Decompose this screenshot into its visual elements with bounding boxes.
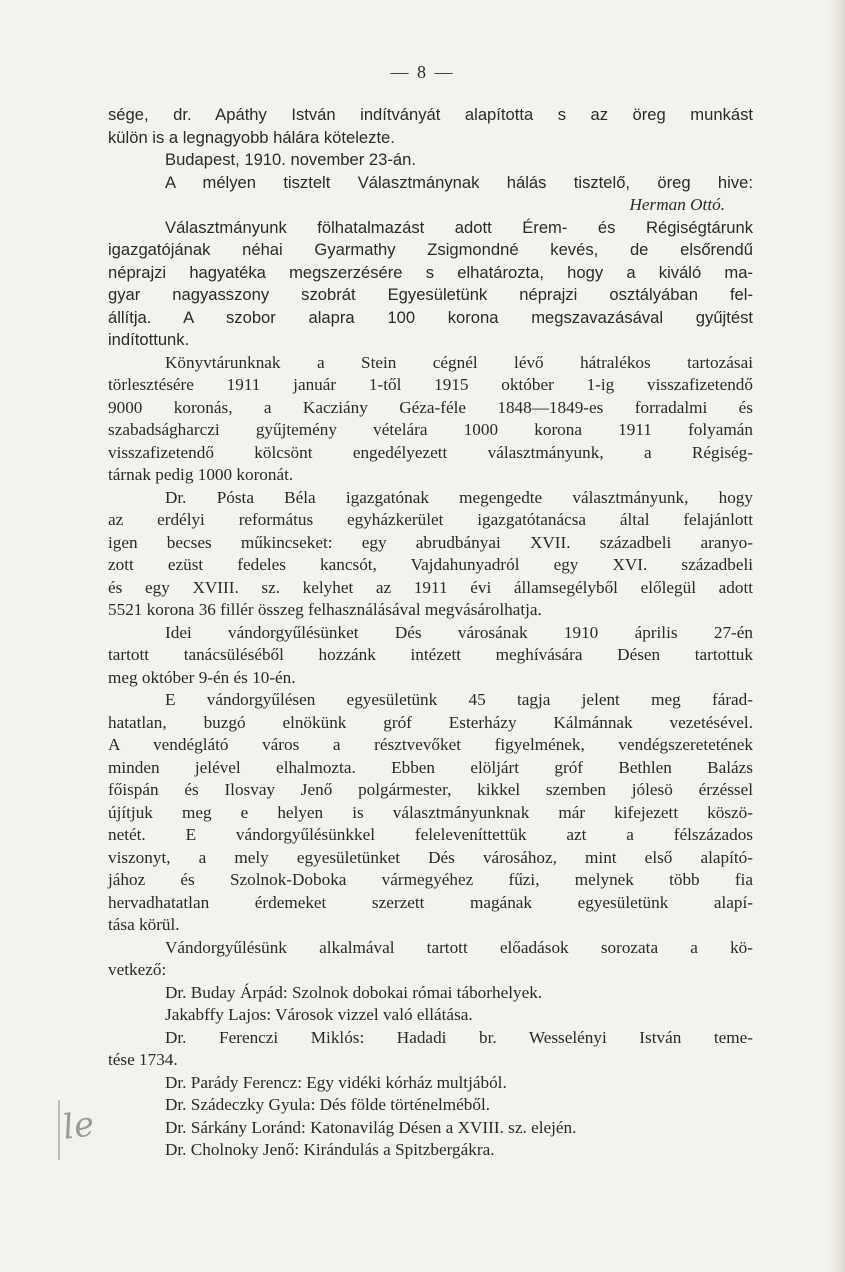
lecture-item: Dr. Sárkány Loránd: Katonavilág Désen a XVIII. sz. elején. (165, 1117, 577, 1137)
text-line: sége, dr. Apáthy István indítványát alapította s az öreg munkást (108, 105, 753, 124)
text-line: Dr. Pósta Béla igazgatónak megengedte választmányunk, hogy (165, 487, 753, 507)
text-line: és egy XVIII. sz. kelyhet az 1911 évi államsegélyből előlegül adott (108, 577, 753, 597)
text-line: A vendéglátó város a résztvevőket figyelmének, vendégszeretetének (108, 735, 753, 754)
lecture-item: Dr. Ferenczi Miklós: Hadadi br. Wesselényi István teme- (165, 1027, 753, 1047)
body-text (108, 104, 753, 1162)
text-line: 9000 koronás, a Kacziány Géza-féle 1848—1849-es forradalmi és (108, 397, 753, 417)
text-line: 5521 korona 36 fillér összeg felhasználásával megvásárolhatja. (108, 600, 542, 619)
text-line: törlesztésére 1911 január 1-től 1915 október 1-ig visszafizetendő (108, 375, 753, 394)
text-line: Vándorgyűlésünk alkalmával tartott előadások sorozata a kö- (165, 937, 753, 957)
lecture-item: Dr. Parády Ferencz: Egy vidéki kórház multjából. (165, 1072, 507, 1092)
text-line: néprajzi hagyatéka megszerzésére s elhatározta, hogy a kiváló ma- (108, 262, 753, 282)
signature-line: Herman Ottó. (629, 195, 725, 214)
text-line: tartott tanácsüléséből hozzánk intézett meghívására Désen tartottuk (108, 645, 753, 664)
text-line: szabadságharczi gyűjtemény vételára 1000 korona 1911 folyamán (108, 420, 753, 439)
text-line: zott ezüst fedeles kancsót, Vajdahunyadról egy XVI. századbeli (108, 555, 753, 574)
text-line: meg október 9-én és 10-én. (108, 667, 296, 687)
text-line: Választmányunk fölhatalmazást adott Érem- és Régiségtárunk (165, 217, 753, 237)
text-line: gyar nagyasszony szobrát Egyesületünk néprajzi osztályában fel- (108, 285, 753, 304)
text-line: igen becses műkincseket: egy abrudbányai XVII. századbeli aranyo- (108, 532, 753, 552)
text-line: hervadhatatlan érdemeket szerzett magának egyesületünk alapí- (108, 892, 753, 912)
text-line: visszafizetendő kölcsönt engedélyezett választmányunk, a Régiség- (108, 442, 753, 462)
text-line: igazgatójának néhai Gyarmathy Zsigmondné kevés, de elsőrendű (108, 240, 753, 259)
lecture-item: Dr. Buday Árpád: Szolnok dobokai római táborhelyek. (165, 982, 543, 1002)
text-line: vetkező: (108, 960, 167, 979)
text-line: újítjuk meg e helyen is választmányunknak már kifejezett köszö- (108, 802, 753, 822)
text-line: Könyvtárunknak a Stein cégnél lévő hátralékos tartozásai (165, 352, 753, 372)
text-line: hatatlan, buzgó elnökünk gróf Esterházy Kálmánnak vezetésével. (108, 712, 753, 732)
text-line: tása körül. (108, 915, 180, 934)
lecture-item: Dr. Szádeczky Gyula: Dés földe történelméből. (165, 1095, 491, 1114)
text-line: Budapest, 1910. november 23-án. (165, 150, 416, 169)
text-line: főispán és Ilosvay Jenő polgármester, kikkel szemben jólesö érzéssel (108, 780, 753, 799)
margin-handwritten-mark: le (60, 1104, 97, 1148)
text-line: indítottunk. (108, 330, 190, 349)
lecture-item: Dr. Cholnoky Jenő: Kirándulás a Spitzbergákra. (165, 1140, 495, 1159)
text-line: E vándorgyűlésen egyesületünk 45 tagja jelent meg fárad- (165, 690, 753, 709)
text-line: A mélyen tisztelt Választmánynak hálás tisztelő, öreg hive: (165, 172, 753, 192)
text-line: az erdélyi református egyházkerület igazgatótanácsa által felajánlott (108, 510, 753, 529)
text-line: tárnak pedig 1000 koronát. (108, 465, 294, 484)
text-line: jához és Szolnok-Doboka vármegyéhez fűzi, melynek több fia (108, 870, 753, 889)
lecture-item: Jakabffy Lajos: Városok vizzel való ellátása. (165, 1005, 473, 1024)
text-line: minden jelével elhalmozta. Ebben elöljárt gróf Bethlen Balázs (108, 757, 753, 777)
text-line: tése 1734. (108, 1050, 178, 1069)
text-line: külön is a legnagyobb hálára kötelezte. (108, 127, 395, 147)
text-line: Idei vándorgyűlésünket Dés városának 1910 április 27-én (165, 622, 753, 642)
text-line: állítja. A szobor alapra 100 korona megszavazásával gyűjtést (108, 307, 753, 327)
text-line: viszonyt, a mely egyesületünket Dés városához, mint első alapító- (108, 847, 753, 867)
page-number: — 8 — (390, 62, 455, 82)
page-edge-shadow (827, 0, 845, 1272)
text-line: netét. E vándorgyűlésünkkel feleleveníttettük azt a félszázados (108, 825, 753, 844)
